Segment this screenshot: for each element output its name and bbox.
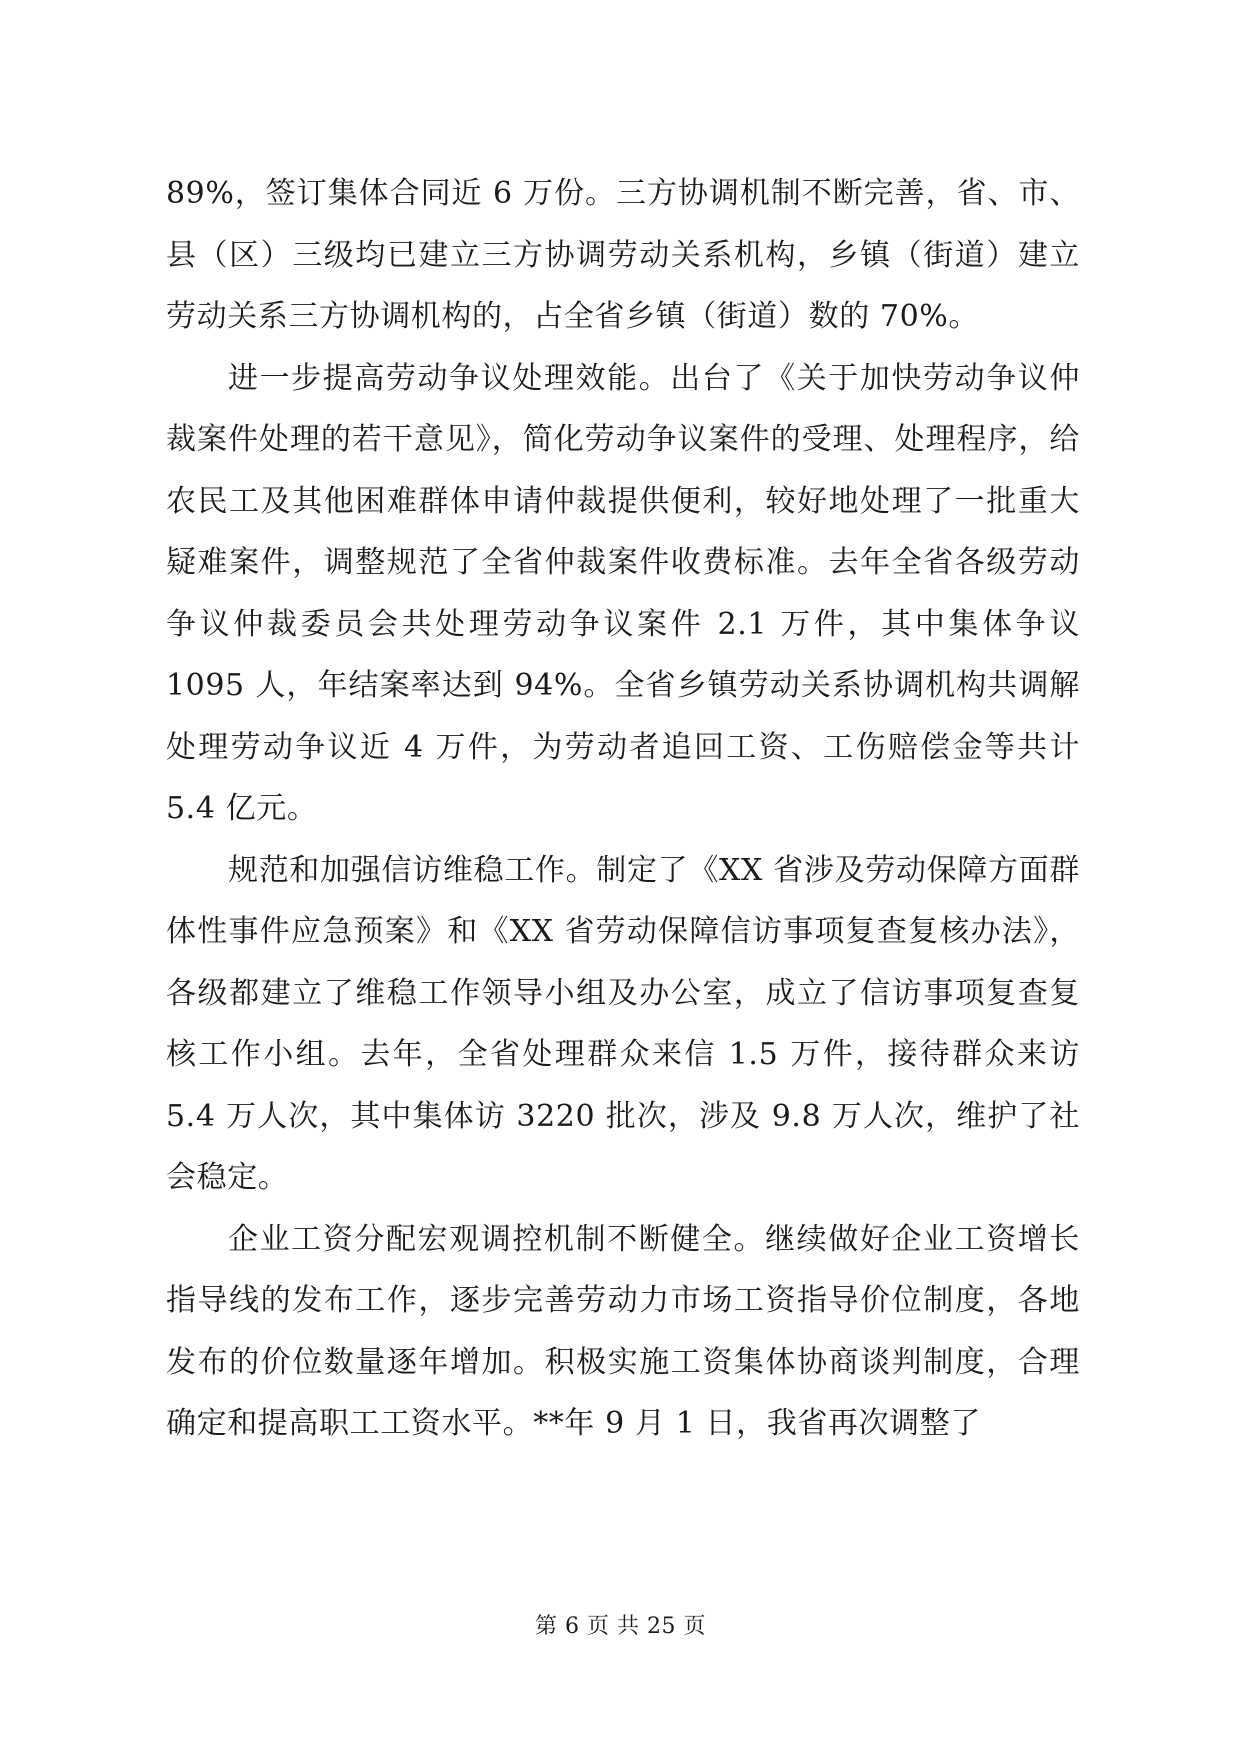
- paragraph-1: 89%，签订集体合同近 6 万份。三方协调机制不断完善，省、市、县（区）三级均已建立三方协调劳动关系机构，乡镇（街道）建立劳动关系三方协调机构的，占全省乡镇（街道）数的 70%。: [166, 176, 1080, 334]
- paragraph-2: 进一步提高劳动争议处理效能。出台了《关于加快劳动争议仲裁案件处理的若干意见》，简化劳动争议案件的受理、处理程序，给农民工及其他困难群体申请仲裁提供便利，较好地处理了一批重大疑难案件，调整规范了全省仲裁案件收费标准。去年全省各级劳动争议仲裁委员会共处理劳动争议案件 2.1 万件，其中集体争议 1095 人，年结案率达到 94%。全省乡镇劳动关系协调机构共调解处理劳动争议近 4 万件，为劳动者追回工资、工伤赔偿金等共计 5.4 亿元。: [166, 360, 1080, 826]
- paragraph-4: 企业工资分配宏观调控机制不断健全。继续做好企业工资增长指导线的发布工作，逐步完善劳动力市场工资指导价位制度，各地发布的价位数量逐年增加。积极实施工资集体协商谈判制度，合理确定和提高职工工资水平。**年 9 月 1 日，我省再次调整了: [166, 1221, 1080, 1441]
- page-footer: 第 6 页 共 25 页: [535, 1614, 706, 1639]
- document-body: [166, 163, 1080, 1455]
- paragraph-3: 规范和加强信访维稳工作。制定了《XX 省涉及劳动保障方面群体性事件应急预案》和《XX 省劳动保障信访事项复查复核办法》，各级都建立了维稳工作领导小组及办公室，成立了信访事项复查复核工作小组。去年，全省处理群众来信 1.5 万件，接待群众来访 5.4 万人次，其中集体访 3220 批次，涉及 9.8 万人次，维护了社会稳定。: [166, 852, 1080, 1195]
